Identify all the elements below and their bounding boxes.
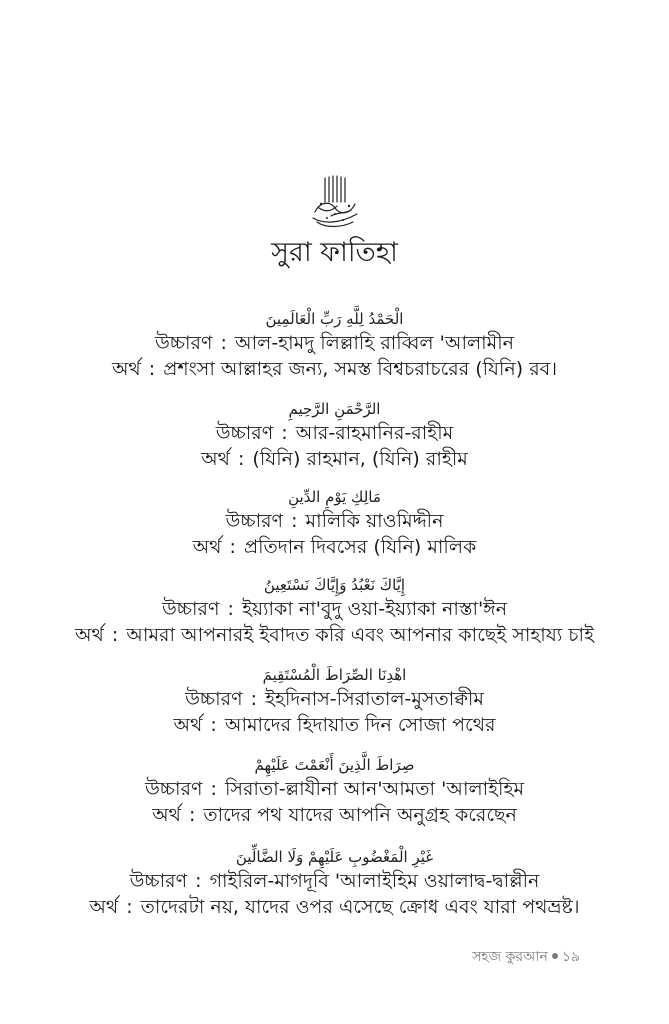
pronunciation-label: উচ্চারণ [129, 870, 188, 892]
verse-arabic: صِرَاطَ الَّذِينَ أَنْعَمْتَ عَلَيْهِمْ [254, 756, 415, 774]
meaning-text: (যিনি) রাহমান, (যিনি) রাহীম [252, 448, 468, 470]
verse-arabic: غَيْرِ الْمَغْضُوبِ عَلَيْهِمْ وَلَا الضَّالِّينَ [235, 848, 434, 866]
label-separator: : [195, 870, 202, 892]
meaning-label: অর্থ [201, 448, 230, 470]
verse-6 [0, 754, 669, 828]
meaning-label: অর্থ [173, 714, 203, 736]
pronunciation-text: সিরাতা-ল্লাযীনা আন'আমতা 'আলাইহিম [224, 778, 524, 800]
verse-pronunciation [0, 508, 669, 534]
page-footer [440, 946, 580, 968]
verse-pronunciation [0, 868, 669, 894]
verse-pronunciation [0, 420, 669, 446]
verse-arabic: إِيَّاكَ نَعْبُدُ وَإِيَّاكَ نَسْتَعِينُ [263, 576, 406, 594]
label-separator: : [210, 714, 217, 736]
label-separator: : [111, 624, 119, 646]
verse-meaning [0, 356, 669, 382]
meaning-label: অর্থ [111, 358, 141, 380]
verse-arabic: مَالِكِ يَوْمِ الدِّينِ [288, 488, 381, 506]
verse-2 [0, 398, 669, 472]
verse-pronunciation [0, 686, 669, 712]
pronunciation-label: উচ্চারণ [185, 688, 243, 710]
label-separator: : [237, 448, 245, 470]
verse-pronunciation [0, 776, 669, 802]
label-separator: : [126, 896, 133, 918]
verse-meaning [0, 622, 669, 648]
pronunciation-label: উচ্চারণ [155, 332, 213, 354]
meaning-text: প্রতিদান দিবসের (যিনি) মালিক [243, 536, 477, 558]
meaning-label: অর্থ [75, 624, 104, 646]
label-separator: : [250, 688, 258, 710]
page-number: ১৯ [561, 949, 580, 965]
bullet-icon [552, 953, 558, 959]
meaning-text: তাদের পথ যাদের আপনি অনুগ্রহ করেছেন [203, 804, 517, 826]
pronunciation-label: উচ্চারণ [215, 422, 274, 444]
verse-1 [0, 308, 669, 382]
verse-5 [0, 664, 669, 738]
verse-3 [0, 486, 669, 560]
label-separator: : [220, 332, 227, 354]
meaning-label: অর্থ [89, 896, 119, 918]
verse-meaning [0, 894, 669, 920]
pronunciation-label: উচ্চারণ [144, 778, 203, 800]
verse-pronunciation [0, 596, 669, 622]
pronunciation-label: উচ্চারণ [161, 598, 220, 620]
book-title: সহজ কুরআন [472, 949, 548, 965]
label-separator: : [281, 422, 288, 444]
verse-meaning [0, 446, 669, 472]
verse-meaning [0, 802, 669, 828]
label-separator: : [291, 510, 298, 532]
meaning-label: অর্থ [192, 536, 222, 558]
verse-pronunciation [0, 330, 669, 356]
verse-4 [0, 574, 669, 648]
meaning-label: অর্থ [152, 804, 181, 826]
label-separator: : [148, 358, 156, 380]
meaning-text: প্রশংসা আল্লাহর জন্য, সমস্ত বিশ্বচরাচরের (যিনি) রব। [163, 358, 558, 380]
verse-arabic: الْحَمْدُ لِلَّهِ رَبِّ الْعَالَمِينَ [265, 310, 404, 328]
label-separator: : [188, 804, 196, 826]
pronunciation-text: গাইরিল-মাগদূবি 'আলাইহিম ওয়ালাদ্ব-দ্বাল্লীন [209, 870, 540, 892]
verse-arabic: اهْدِنَا الصِّرَاطَ الْمُسْتَقِيمَ [262, 666, 407, 684]
bismillah-calligraphy-icon [305, 172, 365, 232]
surah-title: সুরা ফাতিহা [271, 237, 398, 268]
meaning-text: আমাদের হিদায়াত দিন সোজা পথের [224, 714, 496, 736]
pronunciation-text: মালিকি য়াওমিদ্দীন [305, 510, 444, 532]
pronunciation-text: ইয়্যাকা না'বুদু ওয়া-ইয়্যাকা নাস্তা'ঈন [241, 598, 508, 620]
verse-meaning [0, 534, 669, 560]
label-separator: : [210, 778, 217, 800]
label-separator: : [227, 598, 234, 620]
pronunciation-label: উচ্চারণ [225, 510, 284, 532]
pronunciation-text: আল-হামদু লিল্লাহি রাব্বিল 'আলামীন [235, 332, 514, 354]
meaning-text: আমরা আপনারই ইবাদত করি এবং আপনার কাছেই সাহায্য চাই [126, 624, 594, 646]
label-separator: : [229, 536, 236, 558]
verse-7 [0, 846, 669, 920]
verse-meaning [0, 712, 669, 738]
verse-arabic: الرَّحْمَنِ الرَّحِيمِ [288, 400, 381, 418]
pronunciation-text: আর-রাহমানির-রাহীম [295, 422, 454, 444]
pronunciation-text: ইহদিনাস-সিরাতাল-মুসতাক্বীম [265, 688, 484, 710]
meaning-text: তাদেরটা নয়, যাদের ওপর এসেছে ক্রোধ এবং যারা পথভ্রষ্ট। [140, 896, 580, 918]
